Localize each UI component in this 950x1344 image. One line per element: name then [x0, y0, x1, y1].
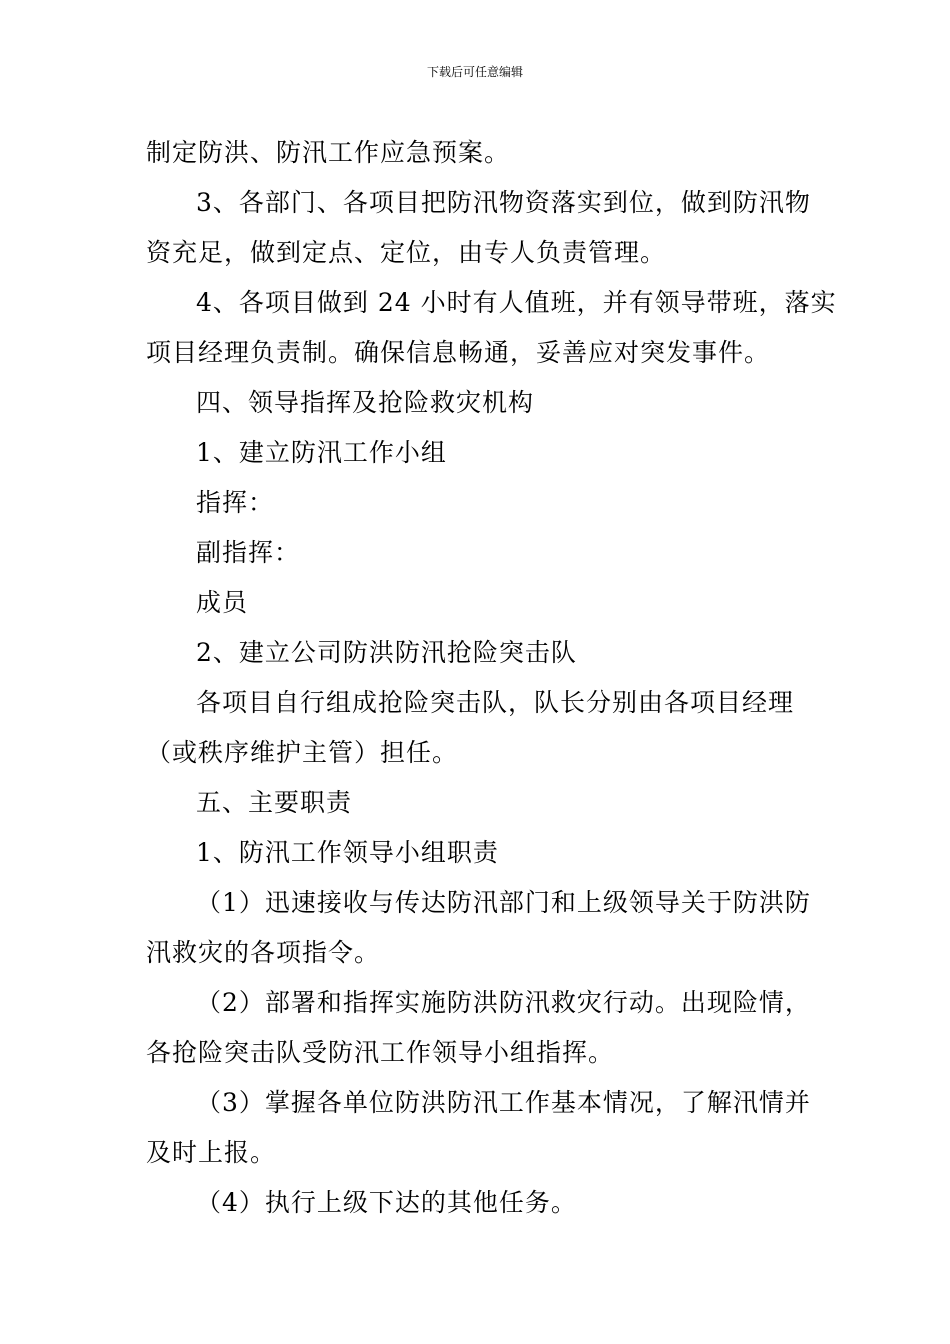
role-label: 成员: [196, 588, 249, 617]
paragraph-line: 项目经理负责制。确保信息畅通，妥善应对突发事件。: [146, 338, 771, 367]
paragraph-line: 3、各部门、各项目把防汛物资落实到位，做到防汛物: [196, 188, 811, 217]
list-item-line: （4）执行上级下达的其他任务。: [196, 1188, 577, 1217]
list-item-line: （3）掌握各单位防洪防汛工作基本情况，了解汛情并: [196, 1088, 811, 1117]
role-label: 指挥：: [196, 488, 275, 517]
paragraph-line: 4、各项目做到 24 小时有人值班，并有领导带班，落实: [196, 288, 837, 317]
list-item-line: 及时上报。: [146, 1138, 277, 1167]
subsection-heading: 1、建立防汛工作小组: [196, 438, 447, 467]
page-header: 下载后可任意编辑: [426, 65, 523, 79]
list-item-line: 汛救灾的各项指令。: [146, 938, 381, 967]
document-body: [146, 128, 837, 1228]
paragraph-line: 各项目自行组成抢险突击队，队长分别由各项目经理: [196, 688, 795, 717]
section-heading: 四、领导指挥及抢险救灾机构: [196, 388, 535, 417]
section-heading: 五、主要职责: [196, 788, 353, 817]
list-item-line: 各抢险突击队受防汛工作领导小组指挥。: [146, 1038, 615, 1067]
list-item-line: （1）迅速接收与传达防汛部门和上级领导关于防洪防: [196, 888, 811, 917]
paragraph-line: （或秩序维护主管）担任。: [146, 738, 459, 767]
paragraph-line: 资充足，做到定点、定位，由专人负责管理。: [146, 238, 667, 267]
list-item-line: （2）部署和指挥实施防洪防汛救灾行动。出现险情，: [196, 988, 811, 1017]
subsection-heading: 2、建立公司防洪防汛抢险突击队: [196, 638, 577, 667]
subsection-heading: 1、防汛工作领导小组职责: [196, 838, 499, 867]
paragraph-line: 制定防洪、防汛工作应急预案。: [146, 138, 511, 167]
role-label: 副指挥：: [196, 538, 301, 567]
